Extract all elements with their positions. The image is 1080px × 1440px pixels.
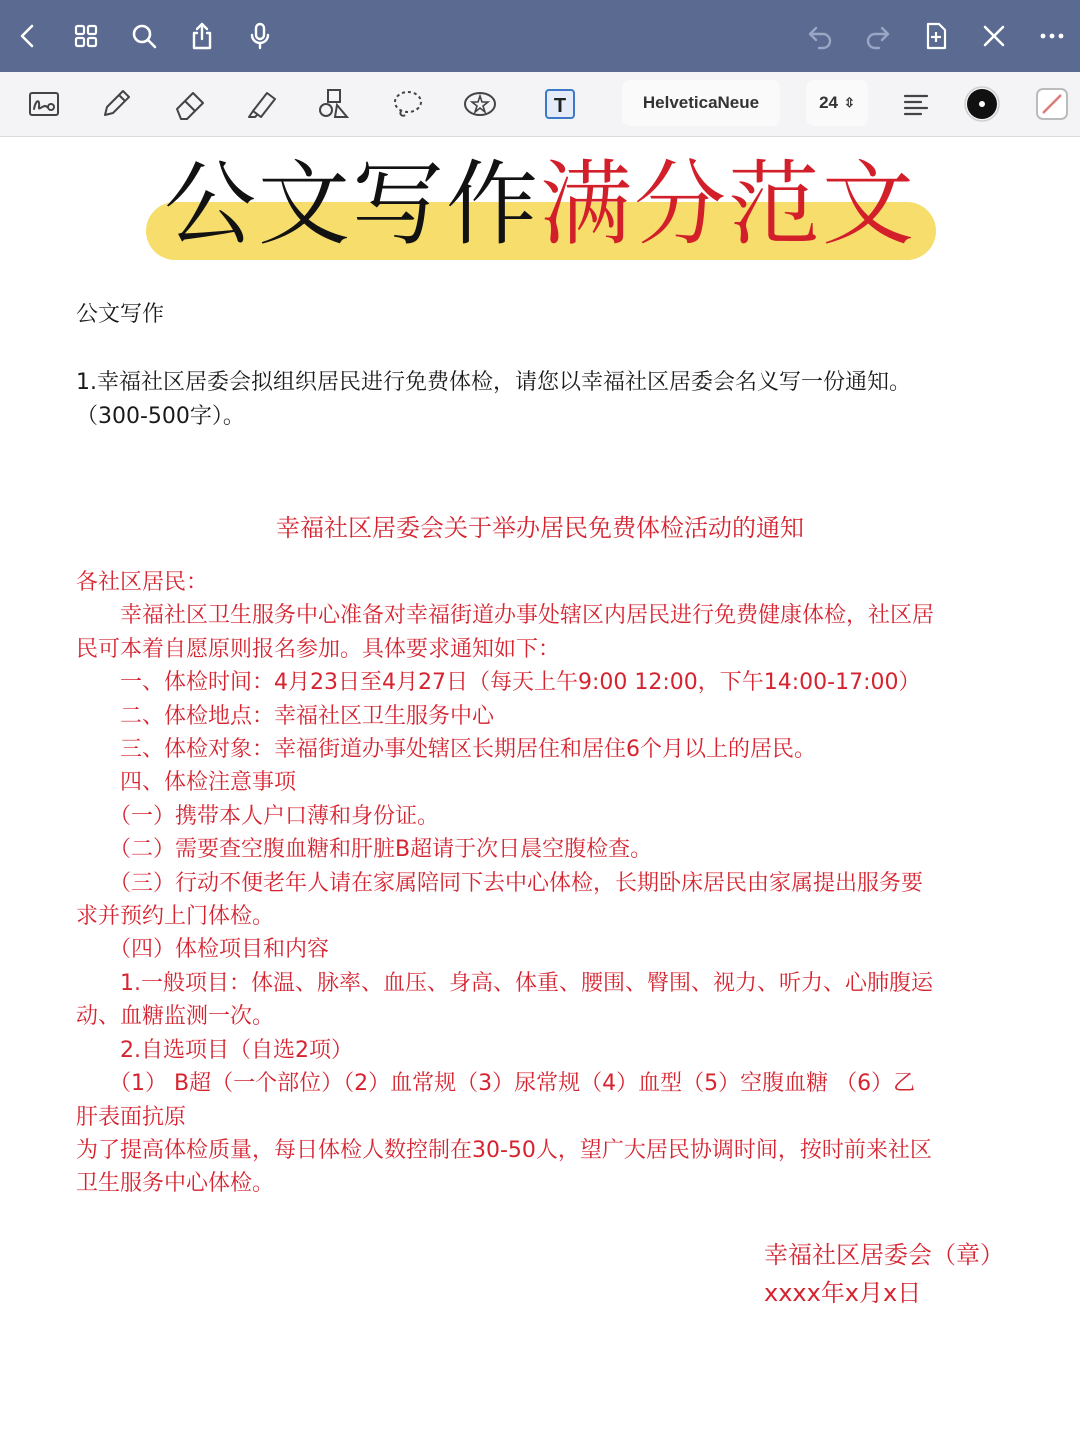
font-size-value: 24 — [819, 93, 838, 112]
body-line: 民可本着自愿原则报名参加。具体要求通知如下： — [76, 636, 561, 662]
highlighter-tool-icon[interactable] — [240, 82, 284, 126]
microphone-icon[interactable] — [240, 16, 280, 56]
color-picker-icon[interactable] — [960, 82, 1004, 126]
body-line: 幸福社区卫生服务中心准备对幸福街道办事处辖区内居民进行免费健康体检，社区居 — [76, 603, 935, 629]
tool-bar — [0, 72, 1080, 137]
notice-body — [76, 566, 1006, 1201]
body-line: （1） B超（一个部位）（2）血常规（3）尿常规（4）血型（5）空腹血糖 （6）乙 — [76, 1071, 916, 1097]
body-line: 1.一般项目：体温、脉率、血压、身高、体重、腰围、臀围、视力、听力、心肺腹运 — [76, 970, 933, 996]
body-line: 肝表面抗原 — [76, 1104, 187, 1130]
body-line: 一、体检时间：4月23日至4月27日（每天上午9:00 12:00，下午14:00-17:00） — [76, 670, 921, 696]
shapes-tool-icon[interactable] — [312, 82, 356, 126]
body-line: 求并预约上门体检。 — [76, 904, 275, 930]
grid-icon[interactable] — [66, 16, 106, 56]
headline-red-part: 满分范文 — [540, 151, 917, 258]
notice-title: 幸福社区居委会关于举办居民免费体检活动的通知 — [276, 514, 804, 542]
back-chevron-icon[interactable] — [8, 16, 48, 56]
pen-tool-icon[interactable] — [94, 82, 138, 126]
handwriting-recognition-icon[interactable] — [22, 82, 66, 126]
align-icon[interactable] — [894, 82, 938, 126]
eraser-tool-icon[interactable] — [168, 82, 212, 126]
font-family-value: HelveticaNeue — [642, 93, 760, 112]
more-icon[interactable] — [1032, 16, 1072, 56]
share-icon[interactable] — [182, 16, 222, 56]
body-line: 为了提高体检质量，每日体检人数控制在30-50人，望广大居民协调时间，按时前来社区 — [76, 1137, 932, 1163]
redo-icon[interactable] — [858, 16, 898, 56]
section-label: 公文写作 — [76, 302, 165, 327]
undo-icon[interactable] — [800, 16, 840, 56]
body-line: （三）行动不便老年人请在家属陪同下去中心体检，长期卧床居民由家属提出服务要 — [76, 870, 924, 896]
body-line: 卫生服务中心体检。 — [76, 1171, 275, 1197]
lasso-tool-icon[interactable] — [386, 82, 430, 126]
headline — [0, 150, 1080, 260]
font-family-selector[interactable] — [622, 80, 780, 126]
top-nav-bar — [0, 0, 1080, 72]
signature: 幸福社区居委会（章） — [764, 1241, 1004, 1269]
search-icon[interactable] — [124, 16, 164, 56]
add-page-icon[interactable] — [916, 16, 956, 56]
body-line: （一）携带本人户口薄和身份证。 — [76, 803, 440, 829]
body-line: 四、体检注意事项 — [76, 770, 297, 796]
body-line: （二）需要查空腹血糖和肝脏B超请于次日晨空腹检查。 — [76, 837, 653, 863]
sticker-tool-icon[interactable] — [458, 82, 502, 126]
question-line-2: （300-500字）。 — [76, 404, 245, 429]
fill-none-icon[interactable] — [1030, 82, 1074, 126]
text-tool-label: T — [553, 95, 567, 117]
question-line-1: 1.幸福社区居委会拟组织居民进行免费体检，请您以幸福社区居委会名义写一份通知。 — [76, 370, 911, 395]
date-line: xxxx年x月x日 — [764, 1279, 922, 1307]
body-line: （四）体检项目和内容 — [76, 937, 330, 963]
stepper-chevron-icon: ⇳ — [844, 95, 855, 110]
body-line: 2.自选项目（自选2项） — [76, 1037, 353, 1063]
headline-black-part: 公文写作 — [163, 151, 540, 258]
font-size-selector[interactable] — [806, 80, 868, 126]
body-line: 二、体检地点：幸福社区卫生服务中心 — [76, 703, 495, 729]
body-line: 三、体检对象：幸福街道办事处辖区长期居住和居住6个月以上的居民。 — [76, 737, 816, 763]
close-icon[interactable] — [974, 16, 1014, 56]
text-tool-icon[interactable] — [538, 82, 582, 126]
body-line: 各社区居民： — [76, 570, 209, 595]
body-line: 动、血糖监测一次。 — [76, 1004, 275, 1030]
